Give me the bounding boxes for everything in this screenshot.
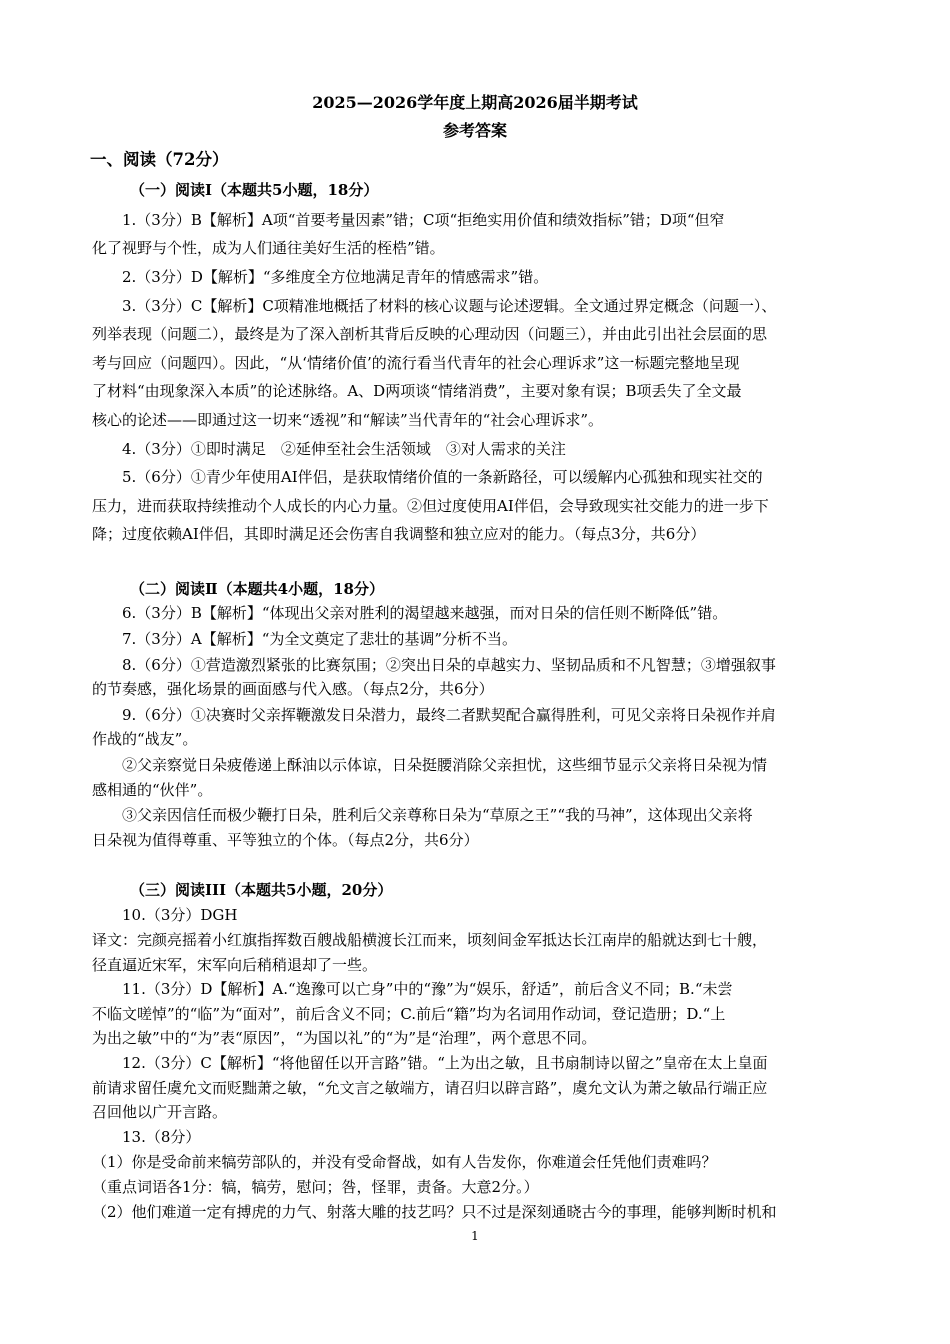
text-line: 2.（3分）D【解析】“多维度全方位地满足青年的情感需求”错。 xyxy=(122,268,549,286)
text-line: 化了视野与个性，成为人们通往美好生活的桎梏”错。 xyxy=(92,239,445,257)
text-line: 核心的论述——即通过这一切来“透视”和“解读”当代青年的“社会心理诉求”。 xyxy=(92,411,604,429)
text-line: 为出之敏”中的“为”表“原因”，“为国以礼”的“为”是“治理”，两个意思不同。 xyxy=(92,1029,597,1047)
text-line: 日朵视为值得尊重、平等独立的个体。（每点2分，共6分） xyxy=(92,831,479,849)
section-heading: 一、阅读（72分） xyxy=(90,150,229,169)
text-line: 8.（6分）①营造激烈紧张的比赛氛围；②突出日朵的卓越实力、坚韧品质和不凡智慧；③增强叙事 xyxy=(122,656,776,674)
text-line: 考与回应（问题四）。因此，“从‘情绪价值’的流行看当代青年的社会心理诉求”这一标题完整地呈现 xyxy=(92,354,740,372)
text-line: （2）他们难道一定有搏虎的力气、射落大雕的技艺吗？只不过是深刻通晓古今的事理，能够判断时机和 xyxy=(92,1203,777,1221)
page-number: 1 xyxy=(471,1229,479,1243)
text-line: 10.（3分）DGH xyxy=(122,906,238,924)
text-line: 7.（3分）A【解析】“为全文奠定了悲壮的基调”分析不当。 xyxy=(122,630,518,648)
text-line: 作战的“战友”。 xyxy=(92,730,198,748)
text-line: 径直逼近宋军，宋军向后稍稍退却了一些。 xyxy=(92,956,378,974)
text-line: ③父亲因信任而极少鞭打日朵，胜利后父亲尊称日朵为“草原之王”“我的马神”，这体现出父亲将 xyxy=(122,806,753,824)
text-line: 13.（8分） xyxy=(122,1128,201,1146)
text-line: 5.（6分）①青少年使用AI伴侣，是获取情绪价值的一条新路径，可以缓解内心孤独和现实社交的 xyxy=(122,468,763,486)
text-line: 1.（3分）B【解析】A项“首要考量因素”错；C项“拒绝实用价值和绩效指标”错；D项“但窄 xyxy=(122,211,725,229)
text-line: 召回他以广开言路。 xyxy=(92,1103,228,1121)
text-line: 9.（6分）①决赛时父亲挥鞭激发日朵潜力，最终二者默契配合赢得胜利，可见父亲将日朵视作并肩 xyxy=(122,706,776,724)
text-line: 6.（3分）B【解析】“体现出父亲对胜利的渴望越来越强，而对日朵的信任则不断降低”错。 xyxy=(122,604,728,622)
text-line: 的节奏感，强化场景的画面感与代入感。（每点2分，共6分） xyxy=(92,680,494,698)
text-line: 压力，进而获取持续推动个人成长的内心力量。②但过度使用AI伴侣，会导致现实社交能力的进一步下 xyxy=(92,497,769,515)
text-line: （二）阅读Ⅱ（本题共4小题，18分） xyxy=(130,580,384,598)
text-line: （重点词语各1分：犒，犒劳，慰问；咎，怪罪，责备。大意2分。） xyxy=(92,1178,539,1196)
text-line: 11.（3分）D【解析】A.“逸豫可以亡身”中的“豫”为“娱乐，舒适”，前后含义不同；B.“未尝 xyxy=(122,980,733,998)
text-line: 12.（3分）C【解析】“将他留任以开言路”错。“上为出之敏，且书扇制诗以留之”皇帝在太上皇面 xyxy=(122,1054,768,1072)
text-line: （1）你是受命前来犒劳部队的，并没有受命督战，如有人告发你，你难道会任凭他们责难吗？ xyxy=(92,1153,717,1171)
text-line: 列举表现（问题二），最终是为了深入剖析其背后反映的心理动因（问题三），并由此引出社会层面的思 xyxy=(92,325,768,343)
text-line: 感相通的“伙伴”。 xyxy=(92,781,213,799)
text-line: 3.（3分）C【解析】C项精准地概括了材料的核心议题与论述逻辑。全文通过界定概念（问题一）、 xyxy=(122,297,777,315)
text-line: （一）阅读Ⅰ（本题共5小题，18分） xyxy=(130,181,379,199)
text-line: 了材料“由现象深入本质”的论述脉络。A、D两项谈“情绪消费”，主要对象有误；B项丢失了全文最 xyxy=(92,382,742,400)
text-line: 不临文嗟悼”的“临”为“面对”，前后含义不同；C.前后“籍”均为名词用作动词，登记造册；D.“上 xyxy=(92,1005,726,1023)
document-subtitle: 参考答案 xyxy=(442,121,507,140)
document-title: 2025—2026学年度上期高2026届半期考试 xyxy=(312,93,638,112)
text-line: 前请求留任虞允文而贬黜萧之敏，“允文言之敏端方，请召归以辟言路”，虞允文认为萧之敏品行端正应 xyxy=(92,1079,768,1097)
text-line: （三）阅读III（本题共5小题，20分） xyxy=(130,881,393,899)
text-line: 4.（3分）①即时满足 ②延伸至社会生活领域 ③对人需求的关注 xyxy=(122,440,566,458)
text-line: ②父亲察觉日朵疲倦递上酥油以示体谅，日朵挺腰消除父亲担忧，这些细节显示父亲将日朵视为情 xyxy=(122,756,768,774)
text-line: 译文：完颜亮摇着小红旗指挥数百艘战船横渡长江而来，顷刻间金军抵达长江南岸的船就达到七十艘， xyxy=(92,931,768,949)
text-line: 降；过度依赖AI伴侣，其即时满足还会伤害自我调整和独立应对的能力。（每点3分，共6分） xyxy=(92,525,706,543)
